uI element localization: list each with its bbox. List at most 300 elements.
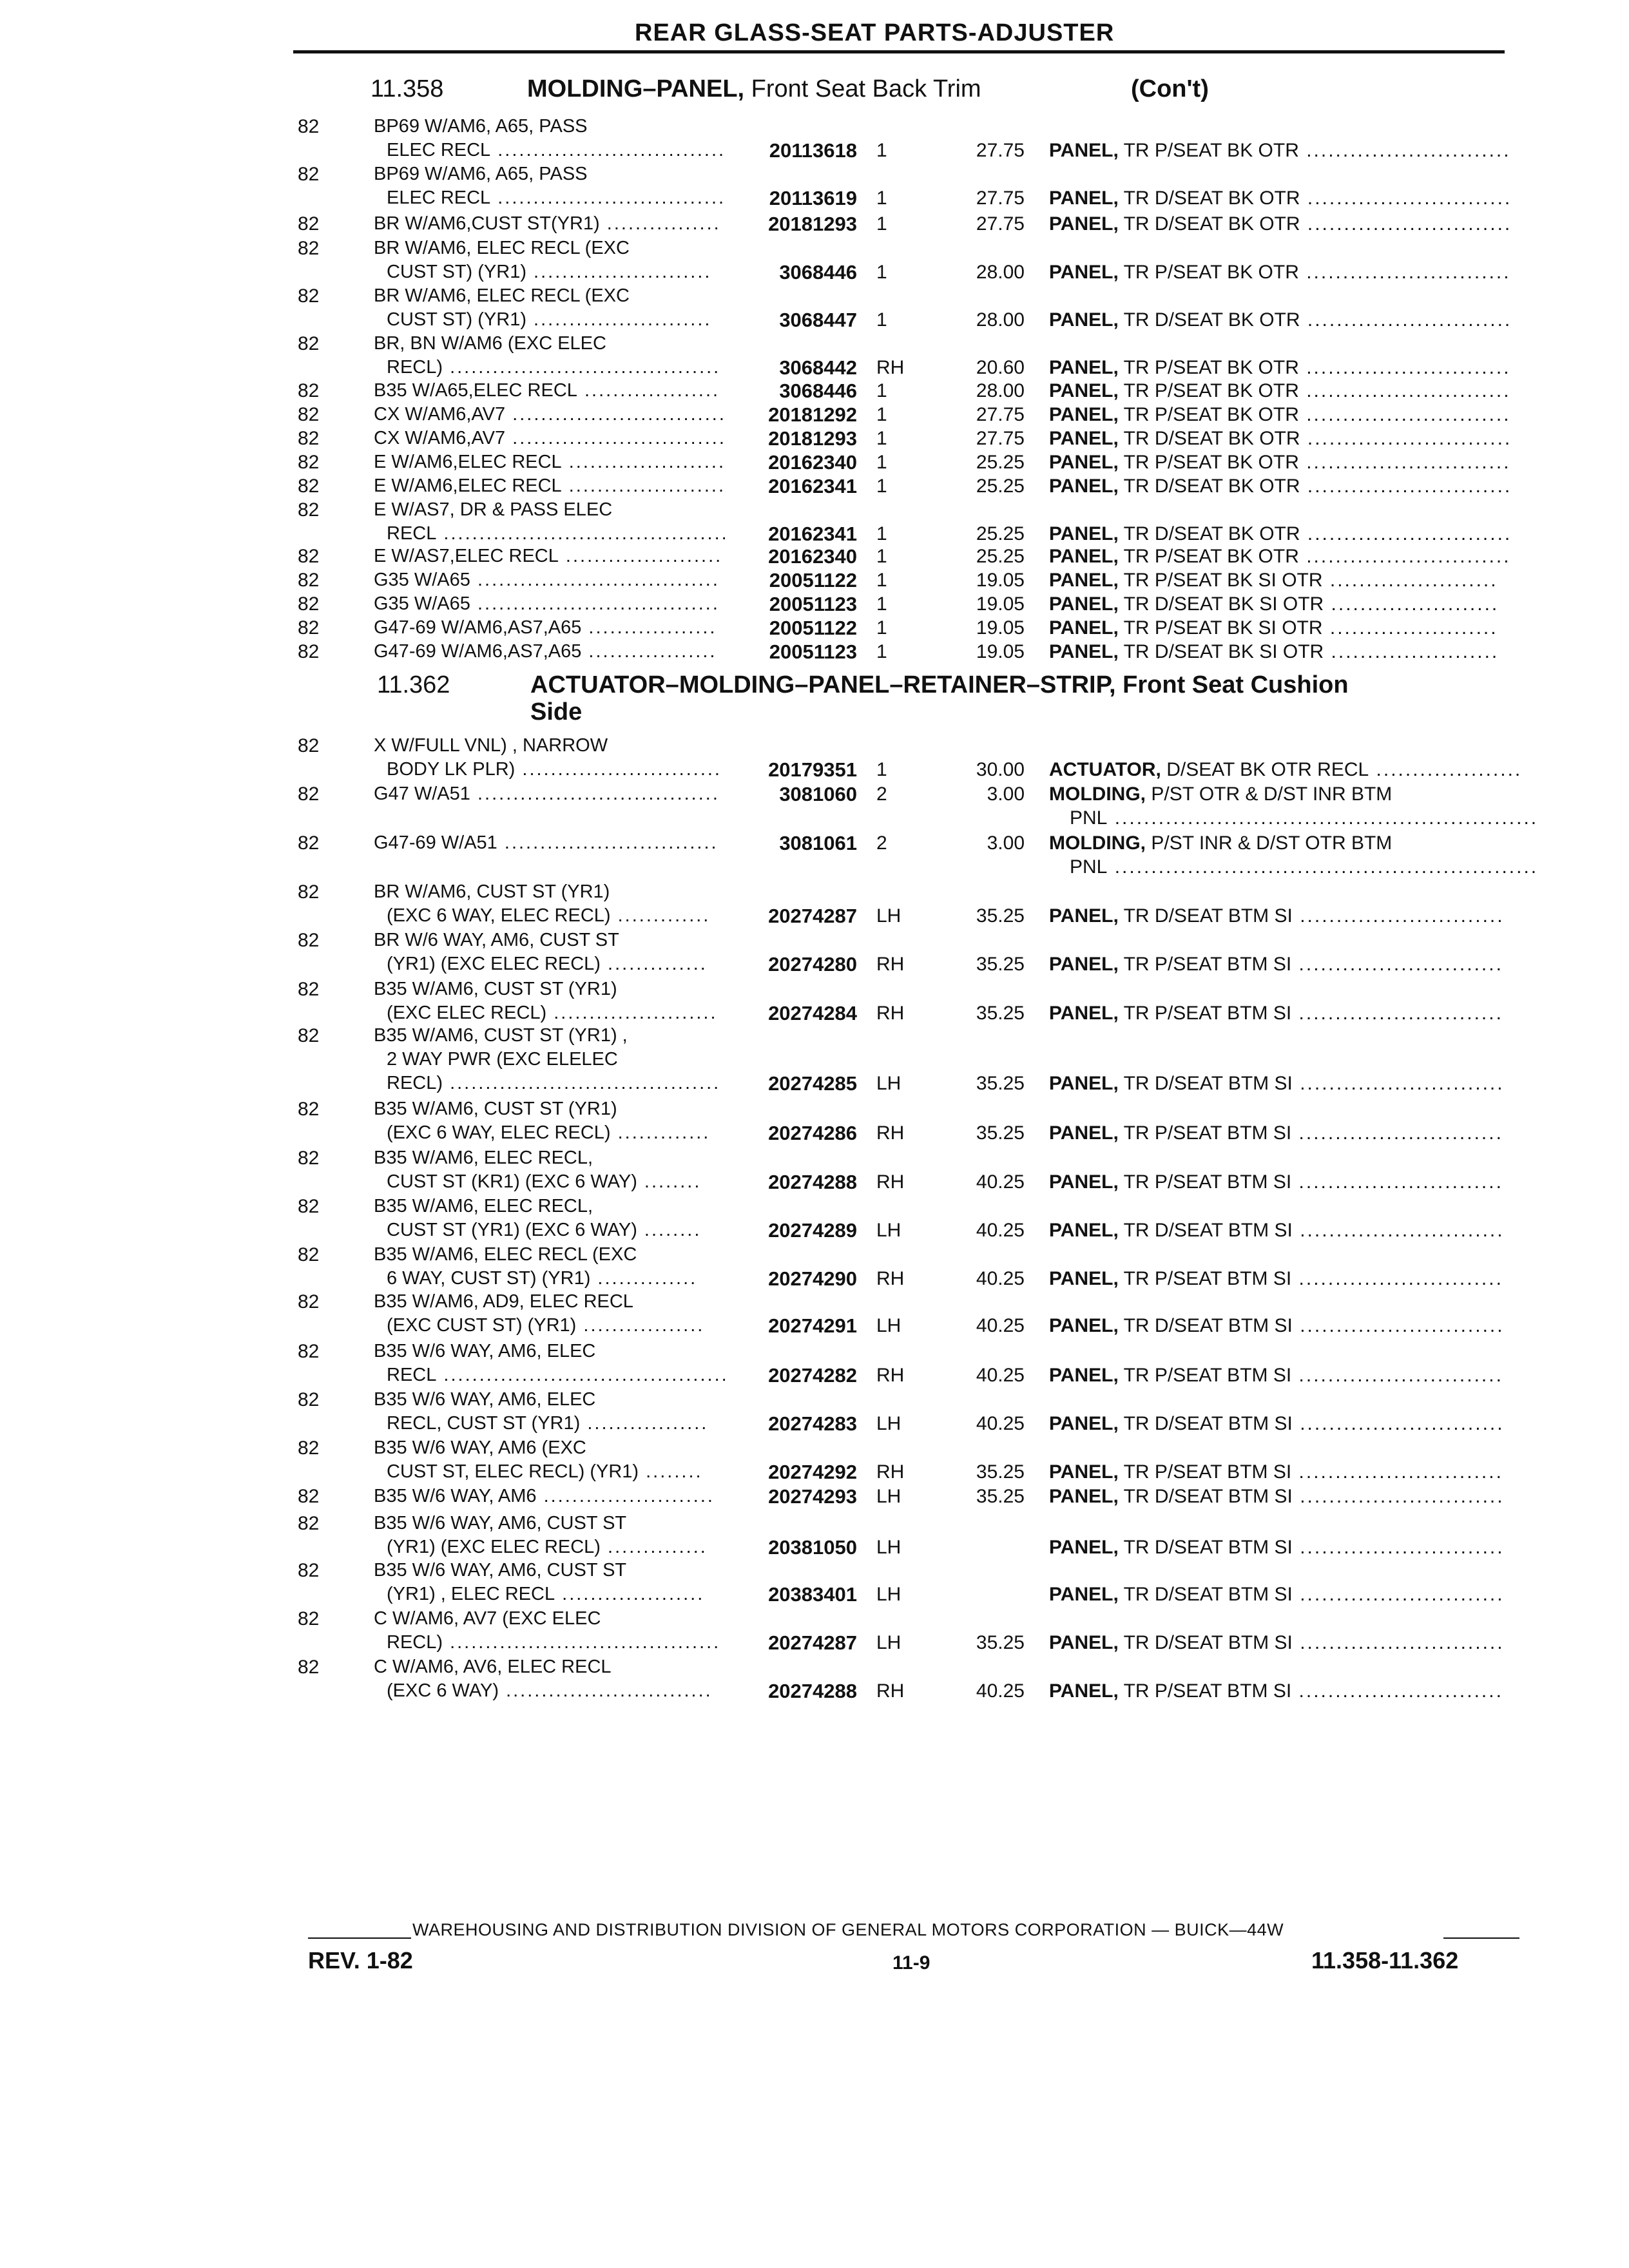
leader-dots: ............................ [1298,546,1511,567]
description-text: B35 W/AM6, ELEC RECL (EXC [374,1244,637,1265]
quantity: RH [876,1365,905,1386]
part-number: 20274288 [768,1171,857,1193]
part-name-noun: PANEL, [1049,262,1119,283]
leader-dots: ............................ [1298,262,1511,283]
application-description [387,1073,720,1094]
description-text: E W/AM6,ELEC RECL [374,452,562,472]
part-number: 3081060 [779,783,857,805]
description-text: RECL [387,1365,437,1385]
list-price: 25.25 [976,452,1025,473]
model-year: 82 [298,380,320,401]
description-text: CX W/AM6,AV7 [374,428,506,448]
revision-label: REV. 1-82 [308,1947,413,1974]
part-name [1049,783,1392,805]
application-description [374,1608,601,1629]
part-number: 20274288 [768,1680,857,1702]
part-name-noun: PANEL, [1049,452,1119,473]
quantity: 1 [876,641,887,662]
application-description [387,1220,701,1241]
leader-dots: ............................ [1291,1171,1503,1193]
list-price: 35.25 [976,1486,1025,1507]
part-name [1049,1268,1503,1290]
description-text: BR W/AM6, ELEC RECL (EXC [374,285,630,306]
part-name-noun: PANEL, [1049,1413,1119,1434]
part-name [1049,452,1511,474]
model-year: 82 [298,499,320,521]
part-name-detail: TR P/SEAT BTM SI [1123,954,1292,975]
leader-dots: .................. [581,641,717,662]
part-name-noun: PANEL, [1049,1122,1119,1144]
application-description [387,1049,618,1070]
part-name [1049,1315,1505,1337]
list-price: 28.00 [976,262,1025,283]
part-number: 20162341 [768,475,857,497]
list-price: 19.05 [976,570,1025,591]
model-year: 82 [298,832,320,854]
quantity: RH [876,1122,905,1144]
part-name [1049,546,1511,568]
application-description [374,499,612,521]
part-name-detail: TR P/SEAT BK SI OTR [1123,617,1323,639]
description-text: CUST ST (YR1) (EXC 6 WAY) [387,1220,637,1240]
leader-dots: ............................ [1292,1486,1505,1507]
part-name [1049,1461,1503,1483]
description-text: CUST ST (KR1) (EXC 6 WAY) [387,1171,637,1192]
application-description [387,140,726,161]
leader-dots: ....................... [1324,593,1499,615]
part-name-noun: PANEL, [1049,1365,1119,1386]
model-year: 82 [298,930,320,951]
application-description [374,1025,628,1046]
model-year: 82 [298,452,320,473]
part-name-line2 [1070,807,1538,829]
leader-dots: ............................ [1291,1122,1503,1144]
leader-dots: .............................. [497,832,718,853]
part-name [1049,187,1512,209]
part-number: 3068446 [779,380,857,402]
list-price: 30.00 [976,759,1025,780]
part-name-noun: PANEL, [1049,380,1119,401]
part-name-detail: TR D/SEAT BK SI OTR [1123,593,1324,615]
leader-dots: ............................ [1300,213,1512,235]
model-year: 82 [298,1657,320,1678]
application-description [387,1315,704,1336]
application-description [387,187,726,209]
list-price: 27.75 [976,187,1025,209]
leader-dots: ............................ [1291,1461,1503,1483]
model-year: 82 [298,546,320,567]
part-number: 20274285 [768,1072,857,1095]
part-name [1049,309,1512,331]
quantity: 1 [876,428,887,449]
part-name-noun: PANEL, [1049,1632,1119,1653]
leader-dots: ................ [599,213,721,234]
application-description [374,783,720,805]
section-title [530,671,1349,699]
leader-dots: ........................................ [436,1365,729,1385]
list-price: 19.05 [976,617,1025,639]
part-number: 20051122 [769,569,857,591]
part-name-line2 [1070,856,1538,878]
part-number: 20274287 [768,905,857,927]
quantity: 1 [876,404,887,425]
model-year: 82 [298,1437,320,1459]
quantity: 1 [876,213,887,235]
description-text: G47 W/A51 [374,783,470,804]
list-price: 27.75 [976,213,1025,235]
quantity: LH [876,1632,901,1653]
application-description [387,1122,710,1144]
list-price: 40.25 [976,1268,1025,1289]
description-text: CX W/AM6,AV7 [374,404,506,425]
section-title [527,75,981,103]
application-description [387,954,708,975]
model-year: 82 [298,1341,320,1362]
list-price: 27.75 [976,140,1025,161]
application-description [374,380,720,401]
part-number: 20051123 [769,593,857,615]
leader-dots: ......................... [526,262,712,282]
leader-dots: ............................ [1300,476,1512,497]
part-name-detail: TR P/SEAT BK OTR [1123,380,1299,401]
leader-dots: ....................... [1324,641,1499,662]
quantity: RH [876,1171,905,1193]
section-title-line2: Side [530,698,583,726]
leader-dots: .............. [590,1268,698,1289]
part-number: 20274293 [768,1485,857,1508]
model-year: 82 [298,1560,320,1581]
quantity: LH [876,1537,901,1558]
application-description [387,1413,708,1434]
application-description [374,1657,612,1678]
part-name-noun: PANEL, [1049,1268,1119,1289]
leader-dots: ......................... [526,309,712,330]
quantity: 1 [876,140,887,161]
description-text: CUST ST) (YR1) [387,262,526,282]
leader-dots: ............................ [1298,357,1511,378]
model-year: 82 [298,735,320,756]
description-text: (EXC 6 WAY) [387,1680,499,1701]
quantity: 1 [876,380,887,401]
list-price: 40.25 [976,1171,1025,1193]
quantity: LH [876,905,901,927]
part-name-detail: TR P/SEAT BK OTR [1123,546,1299,567]
part-number: 20181292 [768,403,857,426]
part-name-noun: PANEL, [1049,140,1119,161]
part-name-noun: PANEL, [1049,428,1119,449]
part-number: 20181293 [768,213,857,235]
part-name-detail: TR P/SEAT BTM SI [1123,1365,1292,1386]
model-year: 82 [298,164,320,185]
application-description [374,116,588,137]
application-description [374,1291,633,1312]
part-number: 20162341 [768,523,857,545]
application-description [374,930,619,951]
list-price: 40.25 [976,1220,1025,1241]
section-continued-label: (Con't) [1131,75,1209,102]
application-description [374,1560,626,1581]
application-description [374,1099,617,1120]
model-year: 82 [298,593,320,615]
part-name-detail: TR D/SEAT BTM SI [1123,1584,1293,1605]
part-name-detail: TR P/SEAT BK SI OTR [1123,570,1323,591]
part-name [1049,1171,1503,1193]
description-text: BP69 W/AM6, A65, PASS [374,164,588,184]
application-description [374,1389,595,1410]
leader-dots: ...................... [561,452,726,472]
model-year: 82 [298,570,320,591]
application-description [374,735,608,756]
application-description [374,333,606,354]
part-name [1049,1537,1505,1559]
description-text: B35 W/6 WAY, AM6, CUST ST [374,1513,627,1533]
leader-dots: ................................ [490,187,726,208]
part-name [1049,140,1511,162]
leader-dots: ........................ [536,1486,715,1506]
part-number: 20381050 [768,1536,857,1559]
quantity: RH [876,357,905,378]
leader-dots: ............................ [1292,1073,1505,1094]
list-price: 35.25 [976,1003,1025,1024]
application-description [387,357,720,378]
application-description [374,593,720,615]
part-name-noun: PANEL, [1049,523,1119,544]
leader-dots: .......................................................... [1107,807,1539,829]
part-name [1049,1584,1505,1606]
part-number: 20051123 [769,640,857,663]
list-price: 35.25 [976,954,1025,975]
description-text: CUST ST) (YR1) [387,309,526,330]
quantity: 1 [876,759,887,780]
application-description [387,905,710,927]
part-name-noun: PANEL, [1049,1171,1119,1193]
leader-dots: ................. [580,1413,709,1434]
description-text: (EXC CUST ST) (YR1) [387,1315,577,1336]
application-description [374,1437,586,1459]
leader-dots: ............................ [1298,452,1511,473]
application-description [374,832,718,854]
leader-dots: ....................... [1322,570,1498,591]
part-number: 20274284 [768,1002,857,1024]
description-text: (EXC 6 WAY, ELEC RECL) [387,905,611,926]
description-text: 2 WAY PWR (EXC ELELEC [387,1049,618,1070]
part-name-detail: TR D/SEAT BK OTR [1123,476,1300,497]
leader-dots: ............. [610,905,711,926]
leader-dots: ...................................... [443,1632,721,1653]
application-description [374,285,630,307]
description-text: ELEC RECL [387,140,491,160]
quantity: 1 [876,546,887,567]
part-name-detail: TR P/SEAT BK OTR [1123,404,1299,425]
part-name [1049,832,1392,854]
model-year: 82 [298,1608,320,1629]
list-price: 20.60 [976,357,1025,378]
application-description [374,881,610,903]
description-text: (EXC 6 WAY, ELEC RECL) [387,1122,611,1143]
application-description [387,1680,713,1702]
leader-dots: ............................ [1292,1413,1505,1434]
part-number: 20113619 [769,187,857,209]
leader-dots: .............. [600,954,708,974]
part-name-noun: PANEL, [1049,357,1119,378]
part-number: 3068442 [779,356,857,379]
leader-dots: ............................ [1291,1268,1503,1289]
description-text: G47-69 W/AM6,AS7,A65 [374,641,582,662]
quantity: RH [876,1680,905,1702]
model-year: 82 [298,641,320,662]
leader-dots: .......................................................... [1107,856,1539,878]
part-name-detail: TR P/SEAT BK OTR [1123,357,1299,378]
description-text: E W/AM6,ELEC RECL [374,476,562,496]
part-name-detail: TR D/SEAT BTM SI [1123,905,1293,927]
part-number: 20274283 [768,1412,857,1435]
leader-dots: ............................ [1300,523,1512,544]
part-name-noun: ACTUATOR, [1049,759,1161,780]
application-description [374,404,726,425]
leader-dots: ............................ [1292,1537,1505,1558]
quantity: 1 [876,476,887,497]
description-text: ELEC RECL [387,187,491,208]
model-year: 82 [298,404,320,425]
description-text: G35 W/A65 [374,570,470,590]
application-description [374,238,630,259]
list-price: 27.75 [976,404,1025,425]
quantity: 1 [876,262,887,283]
description-text: BR, BN W/AM6 (EXC ELEC [374,333,606,354]
part-name [1049,617,1498,639]
description-text: G35 W/A65 [374,593,470,614]
description-text: BODY LK PLR) [387,759,516,780]
list-price: 25.25 [976,476,1025,497]
part-number: 20274290 [768,1267,857,1290]
part-name-noun: PANEL, [1049,954,1119,975]
list-price: 19.05 [976,641,1025,662]
part-name-noun: PANEL, [1049,546,1119,567]
part-name-noun: PANEL, [1049,617,1119,639]
description-text: (YR1) (EXC ELEC RECL) [387,1537,601,1557]
page-number: 11-9 [892,1952,930,1974]
description-text: C W/AM6, AV7 (EXC ELEC [374,1608,601,1629]
description-text: G47-69 W/AM6,AS7,A65 [374,617,582,638]
description-text: (YR1) (EXC ELEC RECL) [387,954,601,974]
part-name [1049,1486,1505,1508]
quantity: 1 [876,523,887,544]
list-price: 28.00 [976,309,1025,331]
application-description [387,759,722,780]
part-name-continued: PNL [1070,807,1108,829]
leader-dots: ........ [637,1220,702,1240]
part-name-detail: TR D/SEAT BK OTR [1123,187,1300,209]
leader-dots: .................................. [470,593,720,614]
model-year: 82 [298,1513,320,1534]
leader-dots: ............................ [1291,1365,1503,1386]
list-price: 3.00 [987,783,1025,805]
part-number: 20274282 [768,1364,857,1387]
part-name-noun: PANEL, [1049,1315,1119,1336]
description-text: RECL, CUST ST (YR1) [387,1413,581,1434]
part-name [1049,1632,1505,1654]
part-name-noun: PANEL, [1049,1537,1119,1558]
description-text: RECL) [387,357,443,378]
part-number: 20274280 [768,953,857,975]
description-text: 6 WAY, CUST ST) (YR1) [387,1268,591,1289]
quantity: 1 [876,570,887,591]
part-name [1049,1680,1503,1702]
leader-dots: ........................................ [436,523,729,544]
part-name-detail: TR P/SEAT BK OTR [1123,262,1299,283]
model-year: 82 [298,428,320,449]
leader-dots: .............................. [505,404,726,425]
part-name [1049,593,1499,615]
section-title-rest: Front Seat Back Trim [751,75,981,102]
part-name-detail: TR P/SEAT BTM SI [1123,1003,1292,1024]
part-name-detail: TR P/SEAT BTM SI [1123,1171,1292,1193]
leader-dots: ............................ [1298,140,1511,161]
list-price: 35.25 [976,905,1025,927]
application-description [387,1003,718,1024]
part-name-detail: TR D/SEAT BK OTR [1123,428,1300,449]
part-name-detail: TR D/SEAT BTM SI [1123,1220,1293,1241]
leader-dots: ............................ [1291,1003,1503,1024]
part-name [1049,404,1511,426]
quantity: LH [876,1315,901,1336]
application-description [374,213,721,235]
description-text: B35 W/AM6, CUST ST (YR1) [374,1099,617,1119]
part-name-noun: PANEL, [1049,1003,1119,1024]
leader-dots: ....................... [546,1003,718,1023]
part-name-detail: TR P/SEAT BTM SI [1123,1122,1292,1144]
part-number: 20162340 [768,545,857,568]
part-name-detail: TR D/SEAT BK OTR [1123,213,1300,235]
header-rule [293,50,1505,53]
part-number: 20162340 [768,451,857,474]
application-description [387,262,711,283]
leader-dots: ............................ [1300,187,1512,209]
leader-dots: .............................. [505,428,726,448]
part-name-noun: PANEL, [1049,905,1119,927]
model-year: 82 [298,1025,320,1046]
application-description [374,1196,593,1217]
leader-dots: ............................ [1292,905,1505,927]
part-name-detail: TR D/SEAT BTM SI [1123,1486,1293,1507]
description-text: BR W/AM6, ELEC RECL (EXC [374,238,630,258]
quantity: 1 [876,593,887,615]
leader-dots: .................................. [470,570,720,590]
leader-dots: ........ [637,1171,702,1192]
part-number: 20179351 [768,758,857,781]
model-year: 82 [298,783,320,805]
leader-dots: ................... [577,380,720,401]
description-text: (EXC ELEC RECL) [387,1003,547,1023]
leader-dots: .................. [581,617,717,638]
description-text: G47-69 W/A51 [374,832,497,853]
part-name [1049,1073,1505,1095]
description-text: BR W/6 WAY, AM6, CUST ST [374,930,619,950]
part-name-noun: PANEL, [1049,1584,1119,1605]
model-year: 82 [298,285,320,307]
part-number: 3068447 [779,309,857,331]
list-price: 25.25 [976,523,1025,544]
description-text: E W/AS7, DR & PASS ELEC [374,499,613,520]
description-text: (YR1) , ELEC RECL [387,1584,555,1604]
model-year: 82 [298,476,320,497]
leader-dots: ................. [576,1315,705,1336]
application-description [374,617,717,639]
model-year: 82 [298,116,320,137]
list-price: 35.25 [976,1461,1025,1483]
list-price: 28.00 [976,380,1025,401]
model-year: 82 [298,1196,320,1217]
